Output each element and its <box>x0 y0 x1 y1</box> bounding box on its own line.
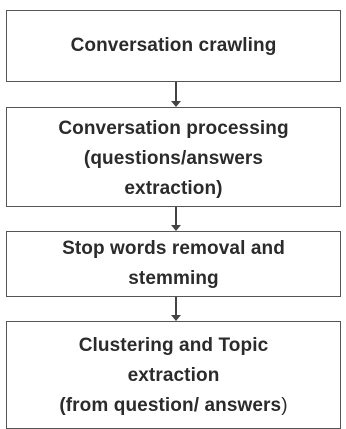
arrow-down-icon <box>171 82 181 107</box>
step-line: Conversation processing <box>58 118 289 139</box>
step-conversation-processing <box>6 107 341 207</box>
step-line: Clustering and Topic <box>78 335 269 356</box>
step-line: Conversation crawling <box>70 35 277 56</box>
step-line-trailing: ) <box>281 395 288 416</box>
arrow-down-icon <box>171 297 181 321</box>
step-text <box>59 331 287 421</box>
step-line: Stop words removal and <box>62 238 285 259</box>
step-line: extraction <box>127 365 220 386</box>
step-text <box>62 234 285 294</box>
arrow-shaft <box>175 297 177 315</box>
step-text <box>71 31 277 61</box>
arrow-shaft <box>175 82 177 101</box>
step-stop-words-removal <box>6 231 341 297</box>
arrow-shaft <box>175 207 177 225</box>
step-line-text: (from question/ answers <box>59 395 282 416</box>
step-text <box>58 114 288 204</box>
arrow-down-icon <box>171 207 181 231</box>
step-line-last <box>59 391 287 421</box>
step-line: extraction) <box>124 178 223 199</box>
step-clustering-topic-extraction <box>6 321 341 429</box>
step-conversation-crawling <box>6 10 341 82</box>
step-line: stemming <box>128 268 219 289</box>
step-line: (questions/answers <box>83 148 264 169</box>
